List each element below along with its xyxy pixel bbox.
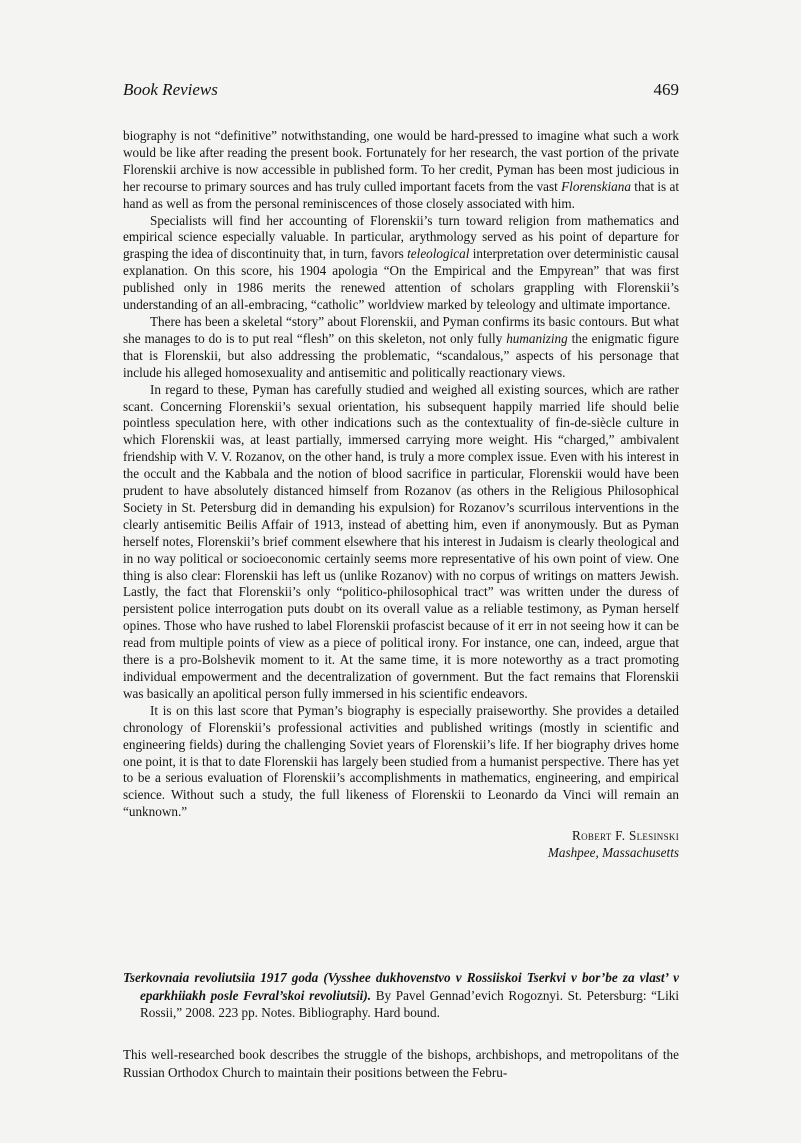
reviewer-signature <box>123 827 679 861</box>
paragraph-2: Specialists will find her accounting of Florenskii’s turn toward religion from mathematics and empirical science especially valuable. In particular, arythmology served as his point of departure for grasping the idea of discontinuity that, in turn, favors teleological interpretation over deterministic causal explanation. On this score, his 1904 apologia “On the Empirical and the Empyrean” that was first published only in 1986 merits the renewed attention of scholars grappling with Florenskii’s understanding of an all-embracing, “catholic” worldview marked by teleology and ultimate importance. <box>123 212 679 313</box>
book-details: By Pavel Gennad’evich Rogoznyi. St. Petersburg: “Liki Rossii,” 2008. 223 pp. Notes. Bibliography. Hard bound. <box>140 987 679 1020</box>
running-head <box>123 80 679 104</box>
italic-term: teleological <box>407 246 470 262</box>
review-body <box>123 128 679 861</box>
book-title: Tserkovnaia revoliutsiia 1917 goda (Vysshee dukhovenstvo v Rossiiskoi Tserkvi v bor’be za vlast’ v eparkhiiakh posle Fevral’skoi revoliutsii). <box>123 970 679 1003</box>
paragraph-1: biography is not “definitive” notwithstanding, one would be hard-pressed to imagine what such a work would be like after reading the present book. Fortunately for her research, the vast portion of the private Florenskii archive is now accessible in published form. To her credit, Pyman has been most judicious in her recourse to primary sources and has truly culled important facets from the vast Florenskiana that is at hand as well as from the personal reminiscences of those closely associated with him. <box>123 128 679 211</box>
running-title: Book Reviews <box>123 80 218 99</box>
paragraph-5: It is on this last score that Pyman’s biography is especially praiseworthy. She provides a detailed chronology of Florenskii’s professional activities and published writings (mostly in scientific and engineering fields) during the challenging Soviet years of Florenskii’s life. If her biography drives home one point, it is that to date Florenskii has largely been studied from a humanist perspective. There has yet to be a serious evaluation of Florenskii’s accomplishments in mathematics, engineering, and empirical science. Without such a study, the full likeness of Florenskii to Leonardo da Vinci will remain an “unknown.” <box>123 702 679 820</box>
book-citation <box>123 969 679 1022</box>
review-opening-paragraph: This well-researched book describes the struggle of the bishops, archbishops, and metropolitans of the Russian Orthodox Church to maintain their positions between the Febru- <box>123 1047 679 1080</box>
paragraph-3: There has been a skeletal “story” about Florenskii, and Pyman confirms its basic contours. But what she manages to do is to put real “flesh” on this skeleton, not only fully humanizing the enigmatic figure that is Florenskii, but also addressing the problematic, “scandalous,” aspects of his personage that include his alleged homosexuality and antisemitic and politically reactionary views. <box>123 313 679 380</box>
reviewer-location: Mashpee, Massachusetts <box>547 845 679 861</box>
page-number: 469 <box>653 80 679 99</box>
italic-term: Florenskiana <box>561 178 631 194</box>
italic-term: humanizing <box>506 330 568 346</box>
paragraph-4: In regard to these, Pyman has carefully studied and weighed all existing sources, which are rather scant. Concerning Florenskii’s sexual orientation, his subsequent happily married life should belie pointless speculation here, with other indications such as the contextuality of fin-de-siècle culture in which Florenskii was, at least partially, immersed carrying more weight. His “charged,” ambivalent friendship with V. V. Rozanov, on the other hand, is truly a more complex issue. Even with his interest in the occult and the Kabbala and the notion of blood sacrifice in particular, Florenskii would have been prudent to have absolutely distanced himself from Rozanov (as others in the Religious Philosophical Society in St. Petersburg did in demanding his expulsion) for Rozanov’s scurrilous interventions in the clearly antisemitic Beilis Affair of 1913, instead of abetting him, even if anonymously. But as Pyman herself notes, Florenskii’s brief comment elsewhere that his interest in Judaism is clearly theological and in no way political or socioeconomic certainly seems more representative of his own point of view. One thing is also clear: Florenskii has left us (unlike Rozanov) with no corpus of writings on matters Jewish. Lastly, the fact that Florenskii’s only “politico-philosophical tract” was written under the duress of persistent police interrogation puts doubt on its overall value as a reliable testimony, as Pyman herself opines. Those who have rushed to label Florenskii profascist because of it err in not seeing how it can be read from multiple points of view as a piece of political irony. For instance, one can, indeed, argue that there is a pro-Bolshevik moment to it. At the same time, it is more noteworthy as a tract promoting individual empowerment and the decentralization of government. But the fact remains that Florenskii was basically an apolitical person fully immersed in his scientific endeavors. <box>123 381 679 701</box>
reviewer-name: Robert F. Slesinski <box>572 828 679 844</box>
